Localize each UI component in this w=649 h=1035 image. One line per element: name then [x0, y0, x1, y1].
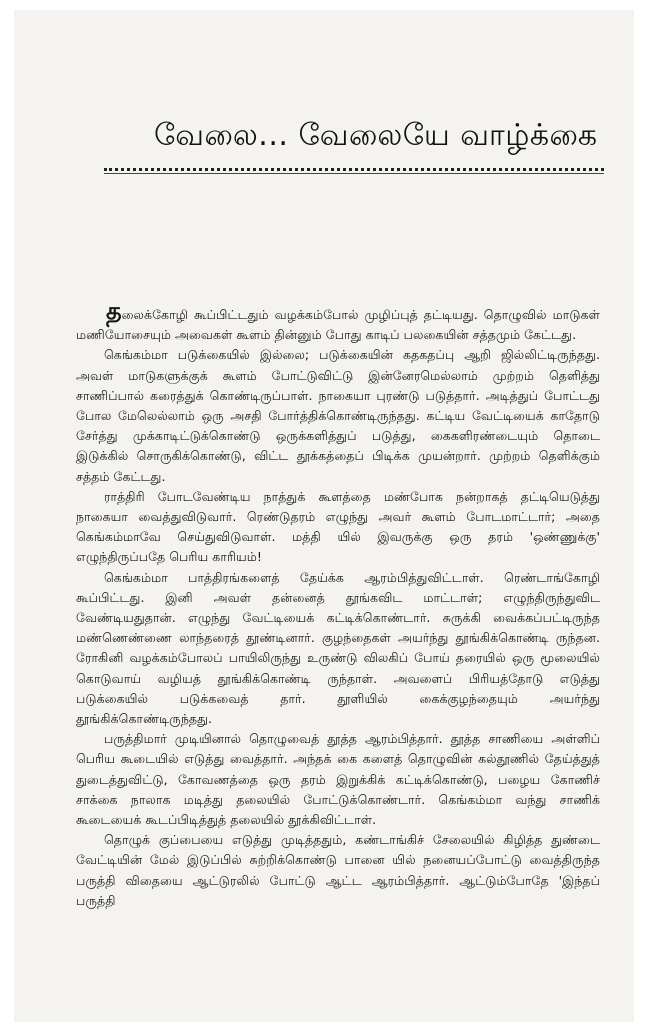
title-divider-line	[104, 173, 604, 174]
paragraph-2: கெங்கம்மா படுக்கையில் இல்லை; படுக்கையின் கதகதப்பு ஆறி ஜில்லிட்டிருந்தது. அவள் மாடுகளுக்குக் கூளம் போட்டுவிட்டு இன்னேரமெல்லாம் முற்றம் தெளித்து சாணிப்பால் கரைத்துக் கொண்டிருப்பாள். நாகையா புரண்டு படுத்தார். அடித்துப் போட்டது போல மேலெல்லாம் ஒரு அசதி போர்த்திக்கொண்டிருந்தது. கட்டிய வேட்டியைக் காதோடு சேர்த்து முக்காடிட்டுக்கொண்டு ஒருக்களித்துப் படுத்து, கைகளிரண்டையும் தொடை இடுக்கில் சொருகிக்கொண்டு, விட்ட தூக்கத்தைப் பிடிக்க முயன்றார். முற்றம் தெளிக்கும் சத்தம் கேட்டது.	[76, 347, 600, 484]
paragraph-1	[76, 297, 600, 345]
paragraph-3: ராத்திரி போடவேண்டிய நாத்துக் கூளத்தை மண்போக நன்றாகத் தட்டியெடுத்து நாகையா வைத்துவிடுவார். ரெண்டுதரம் எழுந்து அவர் கூளம் போடமாட்டார்; அதை கெங்கம்மாவே செய்துவிடுவாள். மத்தி யில் இவருக்கு ஒரு தரம் 'ஒண்ணுக்கு' எழுந்திருப்பதே பெரிய காரியம்!	[76, 488, 600, 565]
drop-cap: த	[106, 297, 122, 325]
paragraph-6: தொழுக் குப்பையை எடுத்து முடித்ததும், கண்டாங்கிச் சேலையில் கிழித்த துண்டை வேட்டியின் மேல் இடுப்பில் சுற்றிக்கொண்டு பானை யில் நனையப்போட்டு வைத்திருந்த பருத்தி விதையை ஆட்டுரலில் போட்டு ஆட்ட ஆரம்பித்தார். ஆட்டும்போதே 'இந்தப் பருத்தி	[76, 832, 600, 908]
paragraph-1-text: லைக்கோழி கூப்பிட்டதும் வழக்கம்போல் முழிப்புத் தட்டியது. தொழுவில் மாடுகள் மணியோசையும் அவைகள் கூளம் தின்னும் போது காடிப் பலகையின் சத்தமும் கேட்டது.	[76, 307, 600, 343]
paragraph-5: பருத்திமார் முடியினால் தொழுவைத் தூத்த ஆரம்பித்தார். தூத்த சாணியை அள்ளிப் பெரிய கூடையில் எடுத்து வைத்தார். அந்தக் கை களைத் தொழுவின் கல்தூணில் தேய்த்துத் துடைத்துவிட்டு, கோவணத்தை ஒரு தரம் இறுக்கிக் கட்டிக்கொண்டு, பழைய கோணிச் சாக்கை நாலாக மடித்து தலையில் போட்டுக்கொண்டார். கெங்கம்மா வந்து சாணிக் கூடையைக் கூடப்பிடித்துத் தலையில் தூக்கிவிட்டாள்.	[76, 731, 600, 828]
paragraph-4: கெங்கம்மா பாத்திரங்களைத் தேய்க்க ஆரம்பித்துவிட்டாள். ரெண்டாங்கோழி கூப்பிட்டது. இனி அவள் தன்னைத் தூங்கவிட மாட்டாள்; எழுந்திருந்துவிட வேண்டியதுதான். எழுந்து வேட்டியைக் கட்டிக்கொண்டார். சுருக்கி வைக்கப்பட்டிருந்த மண்ணெண்ணை லாந்தரைத் தூண்டினார். குழந்தைகள் அயர்ந்து தூங்கிக்கொண்டி ருந்தன. ரோகினி வழக்கம்போலப் பாயிலிருந்து உருண்டு விலகிப் போய் தரையில் ஒரு மூலையில் கொடுவாய் வழியத் தூங்கிக்கொண்டி ருந்தாள். அவளைப் பிரியத்தோடு எடுத்து படுக்கையில் படுக்கவைத் தார். தூளியில் கைக்குழந்தையும் அயர்ந்து தூங்கிக்கொண்டிருந்தது.	[76, 569, 600, 727]
title-divider-dotted	[104, 168, 604, 171]
chapter-body	[76, 297, 600, 911]
book-page	[14, 10, 634, 1022]
chapter-title: வேலை... வேலையே வாழ்க்கை	[154, 118, 598, 153]
